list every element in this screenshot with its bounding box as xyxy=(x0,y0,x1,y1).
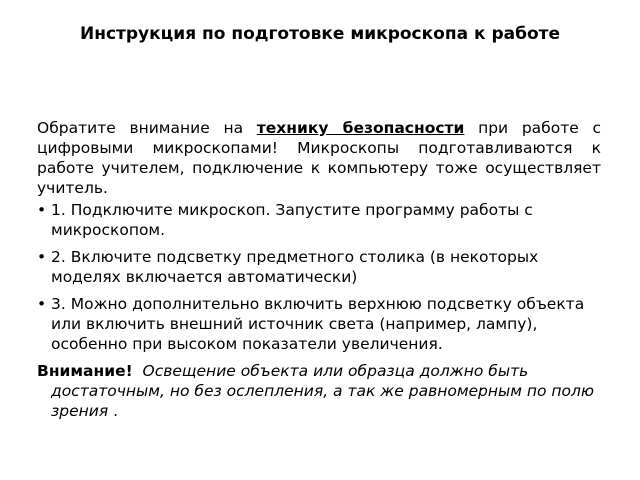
intro-text-after: при работе с цифровыми микроскопами! Микроскопы подготавливаются к работе учителем, подключение к компьютеру тоже осуществляет учитель. xyxy=(37,119,601,197)
list-item xyxy=(37,200,601,240)
intro-text-before: Обратите внимание на xyxy=(37,119,257,137)
list-item xyxy=(37,247,601,287)
intro-paragraph xyxy=(37,118,601,198)
steps-list xyxy=(37,200,601,354)
step-text: 2. Включите подсветку предметного столика (в некоторых моделях включается автоматически) xyxy=(51,248,539,286)
bullet-icon: • xyxy=(37,295,47,313)
warning-end: . xyxy=(108,402,119,420)
content-body xyxy=(37,118,601,421)
warning-note xyxy=(37,361,601,421)
page-title: Инструкция по подготовке микроскопа к работе xyxy=(79,24,561,44)
bullet-icon: • xyxy=(37,201,47,219)
step-text: 1. Подключите микроскоп. Запустите программу работы с микроскопом. xyxy=(51,201,533,239)
safety-highlight: технику безопасности xyxy=(256,119,465,137)
warning-text: Освещение объекта или образца должно быть достаточным, но без ослепления, а так же равномерным по полю зрения xyxy=(51,362,594,420)
bullet-icon: • xyxy=(37,248,47,266)
list-item xyxy=(37,294,601,354)
warning-label: Внимание! xyxy=(37,362,133,380)
step-text: 3. Можно дополнительно включить верхнюю подсветку объекта или включить внешний источник света (например, лампу), особенно при высоком показатели увеличения. xyxy=(51,295,585,353)
